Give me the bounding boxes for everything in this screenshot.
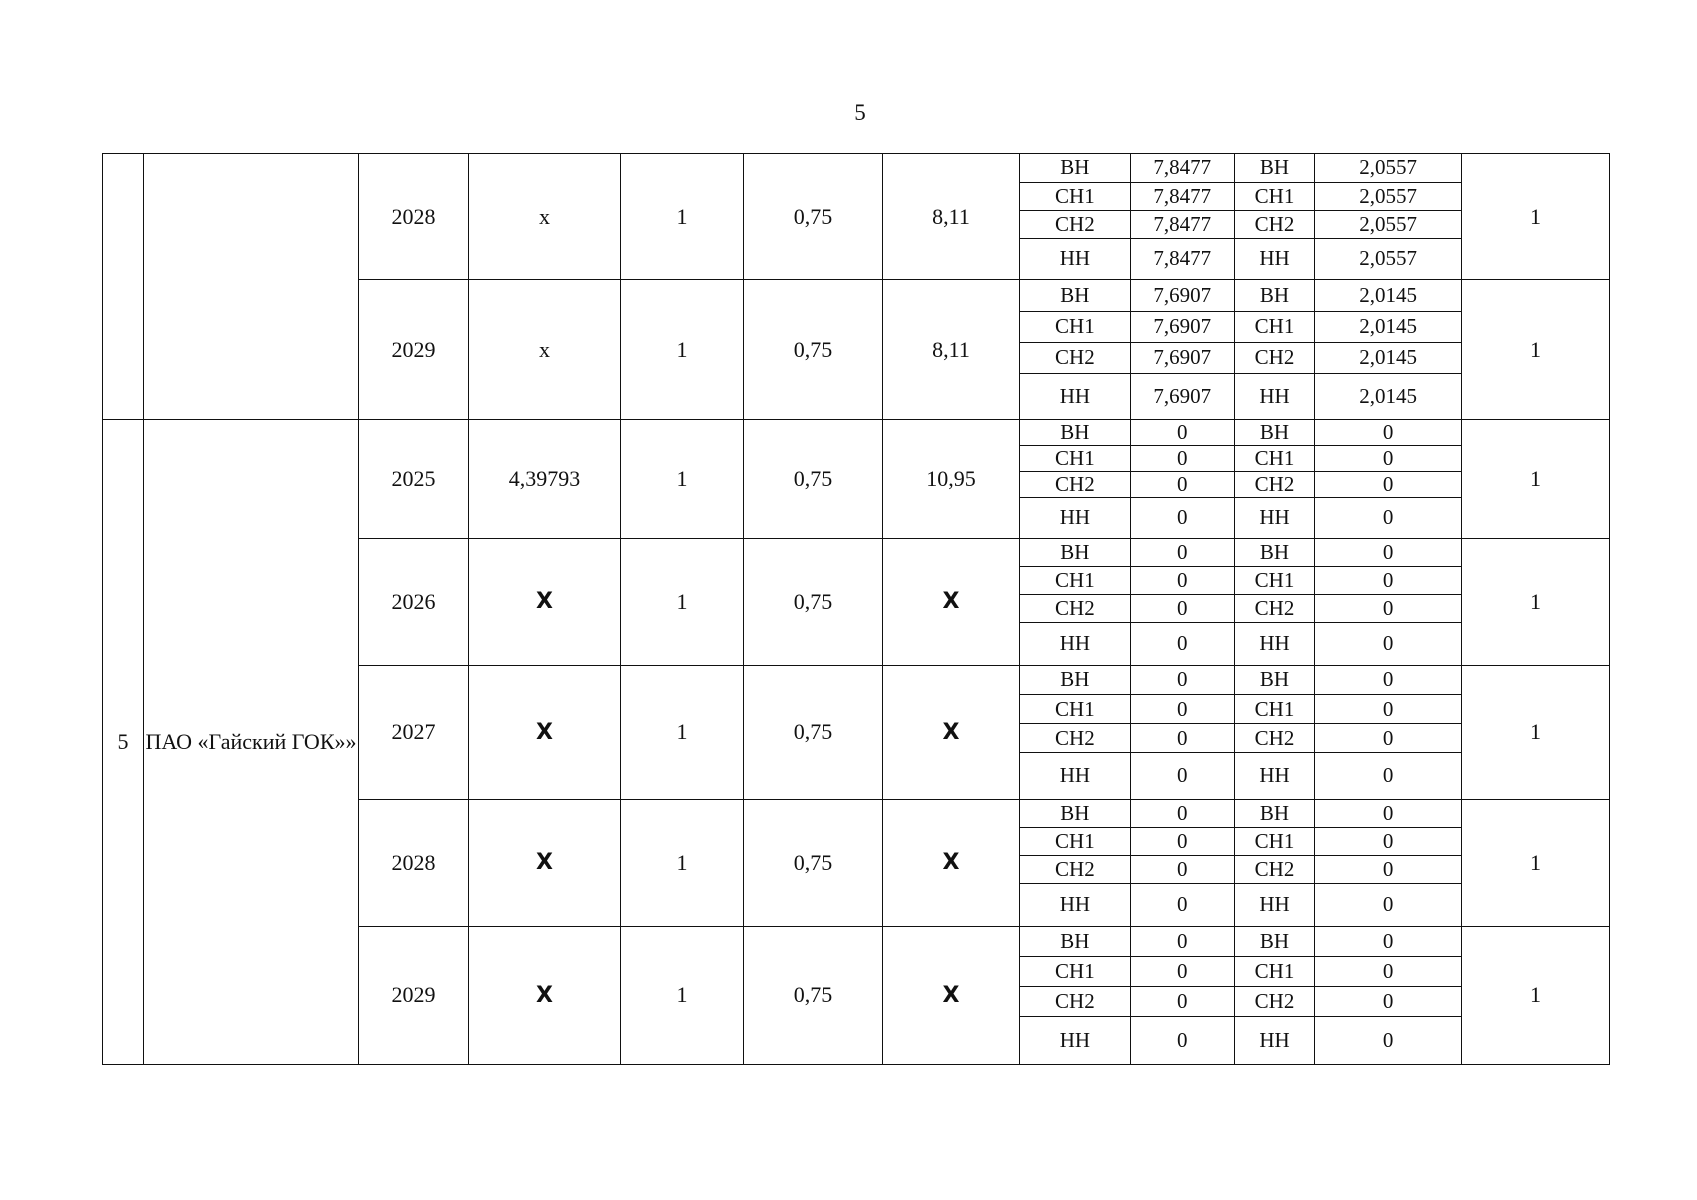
voltage-levels-cell bbox=[1020, 420, 1462, 539]
rate-value: 0 bbox=[1315, 420, 1461, 446]
rate-value: 0 bbox=[1130, 987, 1234, 1017]
value-cell: 1 bbox=[1462, 538, 1610, 665]
voltage-row bbox=[1020, 420, 1461, 446]
voltage-level: СН1 bbox=[1020, 567, 1130, 595]
rate-value: 0 bbox=[1315, 828, 1461, 856]
voltage-level: ВН bbox=[1020, 280, 1130, 311]
row-number-cell: 5 bbox=[103, 420, 144, 1065]
voltage-row bbox=[1020, 695, 1461, 724]
value-cell: 1 bbox=[1462, 799, 1610, 926]
value-cell: 1 bbox=[621, 926, 744, 1064]
voltage-level: СН2 bbox=[1234, 856, 1314, 884]
value-cell: 1 bbox=[621, 154, 744, 280]
voltage-level: НН bbox=[1234, 238, 1314, 279]
voltage-row bbox=[1020, 373, 1461, 419]
voltage-level: СН1 bbox=[1234, 311, 1314, 342]
voltage-level: ВН bbox=[1020, 800, 1130, 828]
rate-value: 7,8477 bbox=[1130, 154, 1234, 182]
voltage-level: СН1 bbox=[1020, 957, 1130, 987]
year-cell: 2026 bbox=[359, 538, 469, 665]
voltage-level: СН2 bbox=[1020, 987, 1130, 1017]
value-cell: x bbox=[469, 280, 621, 420]
rate-value: 0 bbox=[1382, 763, 1394, 788]
year-cell: 2027 bbox=[359, 665, 469, 799]
value-cell: 1 bbox=[621, 280, 744, 420]
voltage-level: ВН bbox=[1020, 927, 1130, 957]
value-cell: 0,75 bbox=[744, 926, 883, 1064]
value-cell: 10,95 bbox=[883, 420, 1020, 539]
voltage-level: НН bbox=[1234, 1017, 1314, 1064]
voltage-row bbox=[1020, 957, 1461, 987]
voltage-level: НН bbox=[1234, 884, 1314, 926]
voltage-level: НН bbox=[1020, 498, 1130, 538]
value-cell: 1 bbox=[621, 420, 744, 539]
rate-value: 0 bbox=[1130, 472, 1234, 498]
voltage-level: СН1 bbox=[1020, 182, 1130, 210]
organization-cell: ПАО «Гайский ГОК»» bbox=[144, 420, 359, 1065]
voltage-level: ВН bbox=[1234, 666, 1314, 695]
rate-value: 0 bbox=[1315, 695, 1461, 724]
value-cell: 0,75 bbox=[744, 665, 883, 799]
value-cell: 1 bbox=[621, 799, 744, 926]
rate-value: 0 bbox=[1130, 595, 1234, 623]
rate-value: 0 bbox=[1130, 420, 1234, 446]
rate-value: 0 bbox=[1130, 800, 1234, 828]
voltage-level: НН bbox=[1234, 623, 1314, 665]
voltage-level: СН1 bbox=[1234, 828, 1314, 856]
value-cell: x bbox=[469, 154, 621, 280]
voltage-row bbox=[1020, 666, 1461, 695]
rate-value: 0 bbox=[1315, 446, 1461, 472]
rate-value: 0 bbox=[1130, 498, 1234, 538]
value-cell: X bbox=[469, 665, 621, 799]
rate-value: 0 bbox=[1130, 446, 1234, 472]
rate-value: 7,6907 bbox=[1130, 373, 1234, 419]
voltage-levels-cell bbox=[1020, 154, 1462, 280]
rate-value: 0 bbox=[1130, 957, 1234, 987]
rate-value: 0 bbox=[1382, 505, 1394, 530]
value-cell: 1 bbox=[621, 665, 744, 799]
table-row bbox=[103, 420, 1610, 539]
rate-value: 0 bbox=[1130, 623, 1234, 665]
voltage-level: НН bbox=[1234, 498, 1314, 538]
rate-value: 0 bbox=[1315, 539, 1461, 567]
voltage-levels-cell bbox=[1020, 926, 1462, 1064]
rate-value: 2,0557 bbox=[1315, 182, 1461, 210]
rate-value: 0 bbox=[1130, 828, 1234, 856]
voltage-row bbox=[1020, 884, 1461, 926]
voltage-level: СН1 bbox=[1020, 446, 1130, 472]
value-cell: X bbox=[883, 665, 1020, 799]
voltage-row bbox=[1020, 987, 1461, 1017]
voltage-level: СН1 bbox=[1234, 182, 1314, 210]
value-cell: X bbox=[469, 926, 621, 1064]
voltage-level: ВН bbox=[1234, 420, 1314, 446]
year-cell: 2028 bbox=[359, 154, 469, 280]
voltage-row bbox=[1020, 154, 1461, 182]
voltage-level: СН2 bbox=[1234, 210, 1314, 238]
voltage-row bbox=[1020, 342, 1461, 373]
voltage-level: СН1 bbox=[1234, 695, 1314, 724]
rate-value: 0 bbox=[1315, 800, 1461, 828]
voltage-row bbox=[1020, 724, 1461, 753]
voltage-row bbox=[1020, 800, 1461, 828]
voltage-row bbox=[1020, 1017, 1461, 1064]
value-cell: 1 bbox=[1462, 665, 1610, 799]
value-cell: X bbox=[469, 538, 621, 665]
voltage-level: СН1 bbox=[1234, 567, 1314, 595]
voltage-level: НН bbox=[1020, 884, 1130, 926]
value-cell: 0,75 bbox=[744, 799, 883, 926]
rate-value: 7,6907 bbox=[1130, 311, 1234, 342]
voltage-levels-cell bbox=[1020, 280, 1462, 420]
value-cell: 8,11 bbox=[883, 280, 1020, 420]
voltage-level: НН bbox=[1020, 753, 1130, 799]
rate-value: 0 bbox=[1382, 631, 1394, 656]
voltage-levels-cell bbox=[1020, 799, 1462, 926]
voltage-subtable bbox=[1020, 280, 1461, 419]
voltage-row bbox=[1020, 238, 1461, 279]
voltage-row bbox=[1020, 498, 1461, 538]
voltage-level: ВН bbox=[1234, 800, 1314, 828]
value-cell: X bbox=[469, 799, 621, 926]
voltage-subtable bbox=[1020, 666, 1461, 799]
rate-value: 0 bbox=[1315, 927, 1461, 957]
rate-value: 0 bbox=[1315, 666, 1461, 695]
voltage-subtable bbox=[1020, 420, 1461, 538]
rate-value: 0 bbox=[1130, 884, 1234, 926]
rate-value: 0 bbox=[1130, 539, 1234, 567]
rate-value: 0 bbox=[1315, 567, 1461, 595]
rate-value: 0 bbox=[1130, 856, 1234, 884]
voltage-level: СН2 bbox=[1234, 342, 1314, 373]
voltage-subtable bbox=[1020, 539, 1461, 665]
value-cell: 1 bbox=[1462, 926, 1610, 1064]
voltage-level: НН bbox=[1020, 373, 1130, 419]
rate-value: 0 bbox=[1315, 472, 1461, 498]
voltage-row bbox=[1020, 311, 1461, 342]
voltage-subtable bbox=[1020, 927, 1461, 1064]
rate-value: 7,8477 bbox=[1130, 182, 1234, 210]
tariff-table bbox=[102, 153, 1610, 1065]
year-cell: 2025 bbox=[359, 420, 469, 539]
voltage-subtable bbox=[1020, 154, 1461, 279]
voltage-level: СН2 bbox=[1020, 342, 1130, 373]
rate-value: 7,8477 bbox=[1130, 238, 1234, 279]
voltage-level: СН1 bbox=[1020, 311, 1130, 342]
rate-value: 2,0145 bbox=[1315, 342, 1461, 373]
voltage-level: СН2 bbox=[1020, 856, 1130, 884]
voltage-level: ВН bbox=[1020, 539, 1130, 567]
rate-value: 2,0145 bbox=[1315, 280, 1461, 311]
year-cell: 2029 bbox=[359, 280, 469, 420]
value-cell: X bbox=[883, 799, 1020, 926]
rate-value: 0 bbox=[1315, 595, 1461, 623]
rate-value: 2,0145 bbox=[1359, 383, 1417, 408]
voltage-level: ВН bbox=[1234, 154, 1314, 182]
value-cell: 1 bbox=[621, 538, 744, 665]
voltage-levels-cell bbox=[1020, 665, 1462, 799]
value-cell: 0,75 bbox=[744, 538, 883, 665]
rate-value: 7,6907 bbox=[1130, 280, 1234, 311]
voltage-level: СН2 bbox=[1020, 724, 1130, 753]
rate-value: 0 bbox=[1130, 695, 1234, 724]
value-cell: 8,11 bbox=[883, 154, 1020, 280]
rate-value: 2,0557 bbox=[1315, 154, 1461, 182]
organization-cell bbox=[144, 154, 359, 420]
voltage-level: СН2 bbox=[1020, 472, 1130, 498]
voltage-level: ВН bbox=[1234, 927, 1314, 957]
rate-value: 0 bbox=[1130, 927, 1234, 957]
table-row bbox=[103, 154, 1610, 280]
voltage-row bbox=[1020, 595, 1461, 623]
row-number-cell bbox=[103, 154, 144, 420]
rate-value: 0 bbox=[1130, 753, 1234, 799]
voltage-level: СН2 bbox=[1020, 595, 1130, 623]
rate-value: 0 bbox=[1315, 957, 1461, 987]
value-cell: 1 bbox=[1462, 280, 1610, 420]
rate-value: 0 bbox=[1315, 987, 1461, 1017]
rate-value: 0 bbox=[1382, 892, 1394, 917]
rate-value: 0 bbox=[1130, 724, 1234, 753]
voltage-level: ВН bbox=[1020, 420, 1130, 446]
voltage-level: СН2 bbox=[1234, 724, 1314, 753]
voltage-level: НН bbox=[1020, 1017, 1130, 1064]
rate-value: 2,0557 bbox=[1315, 210, 1461, 238]
voltage-level: СН2 bbox=[1234, 987, 1314, 1017]
rate-value: 7,8477 bbox=[1130, 210, 1234, 238]
voltage-level: СН2 bbox=[1234, 595, 1314, 623]
voltage-level: НН bbox=[1020, 238, 1130, 279]
voltage-level: СН2 bbox=[1020, 210, 1130, 238]
year-cell: 2028 bbox=[359, 799, 469, 926]
value-cell: 1 bbox=[1462, 154, 1610, 280]
voltage-levels-cell bbox=[1020, 538, 1462, 665]
voltage-level: ВН bbox=[1020, 154, 1130, 182]
voltage-subtable bbox=[1020, 800, 1461, 926]
voltage-row bbox=[1020, 927, 1461, 957]
value-cell: 1 bbox=[1462, 420, 1610, 539]
rate-value: 0 bbox=[1130, 567, 1234, 595]
rate-value: 0 bbox=[1130, 666, 1234, 695]
rate-value: 2,0145 bbox=[1315, 311, 1461, 342]
voltage-row bbox=[1020, 446, 1461, 472]
voltage-row bbox=[1020, 828, 1461, 856]
voltage-level: ВН bbox=[1234, 280, 1314, 311]
rate-value: 0 bbox=[1382, 1027, 1394, 1052]
voltage-row bbox=[1020, 753, 1461, 799]
value-cell: 0,75 bbox=[744, 154, 883, 280]
voltage-level: СН1 bbox=[1020, 695, 1130, 724]
value-cell: X bbox=[883, 926, 1020, 1064]
voltage-level: ВН bbox=[1234, 539, 1314, 567]
rate-value: 7,6907 bbox=[1130, 342, 1234, 373]
voltage-level: ВН bbox=[1020, 666, 1130, 695]
rate-value: 0 bbox=[1315, 724, 1461, 753]
voltage-row bbox=[1020, 856, 1461, 884]
page-number: 5 bbox=[854, 100, 866, 125]
value-cell: X bbox=[883, 538, 1020, 665]
voltage-row bbox=[1020, 567, 1461, 595]
value-cell: 0,75 bbox=[744, 420, 883, 539]
voltage-level: НН bbox=[1020, 623, 1130, 665]
voltage-row bbox=[1020, 539, 1461, 567]
voltage-level: СН2 bbox=[1234, 472, 1314, 498]
year-cell: 2029 bbox=[359, 926, 469, 1064]
voltage-row bbox=[1020, 182, 1461, 210]
voltage-level: СН1 bbox=[1234, 446, 1314, 472]
voltage-row bbox=[1020, 472, 1461, 498]
voltage-level: СН1 bbox=[1234, 957, 1314, 987]
rate-value: 0 bbox=[1315, 856, 1461, 884]
voltage-level: НН bbox=[1234, 373, 1314, 419]
rate-value: 0 bbox=[1130, 1017, 1234, 1064]
voltage-level: СН1 bbox=[1020, 828, 1130, 856]
value-cell: 0,75 bbox=[744, 280, 883, 420]
voltage-row bbox=[1020, 210, 1461, 238]
value-cell: 4,39793 bbox=[469, 420, 621, 539]
voltage-row bbox=[1020, 623, 1461, 665]
voltage-level: НН bbox=[1234, 753, 1314, 799]
voltage-row bbox=[1020, 280, 1461, 311]
rate-value: 2,0557 bbox=[1359, 246, 1417, 271]
